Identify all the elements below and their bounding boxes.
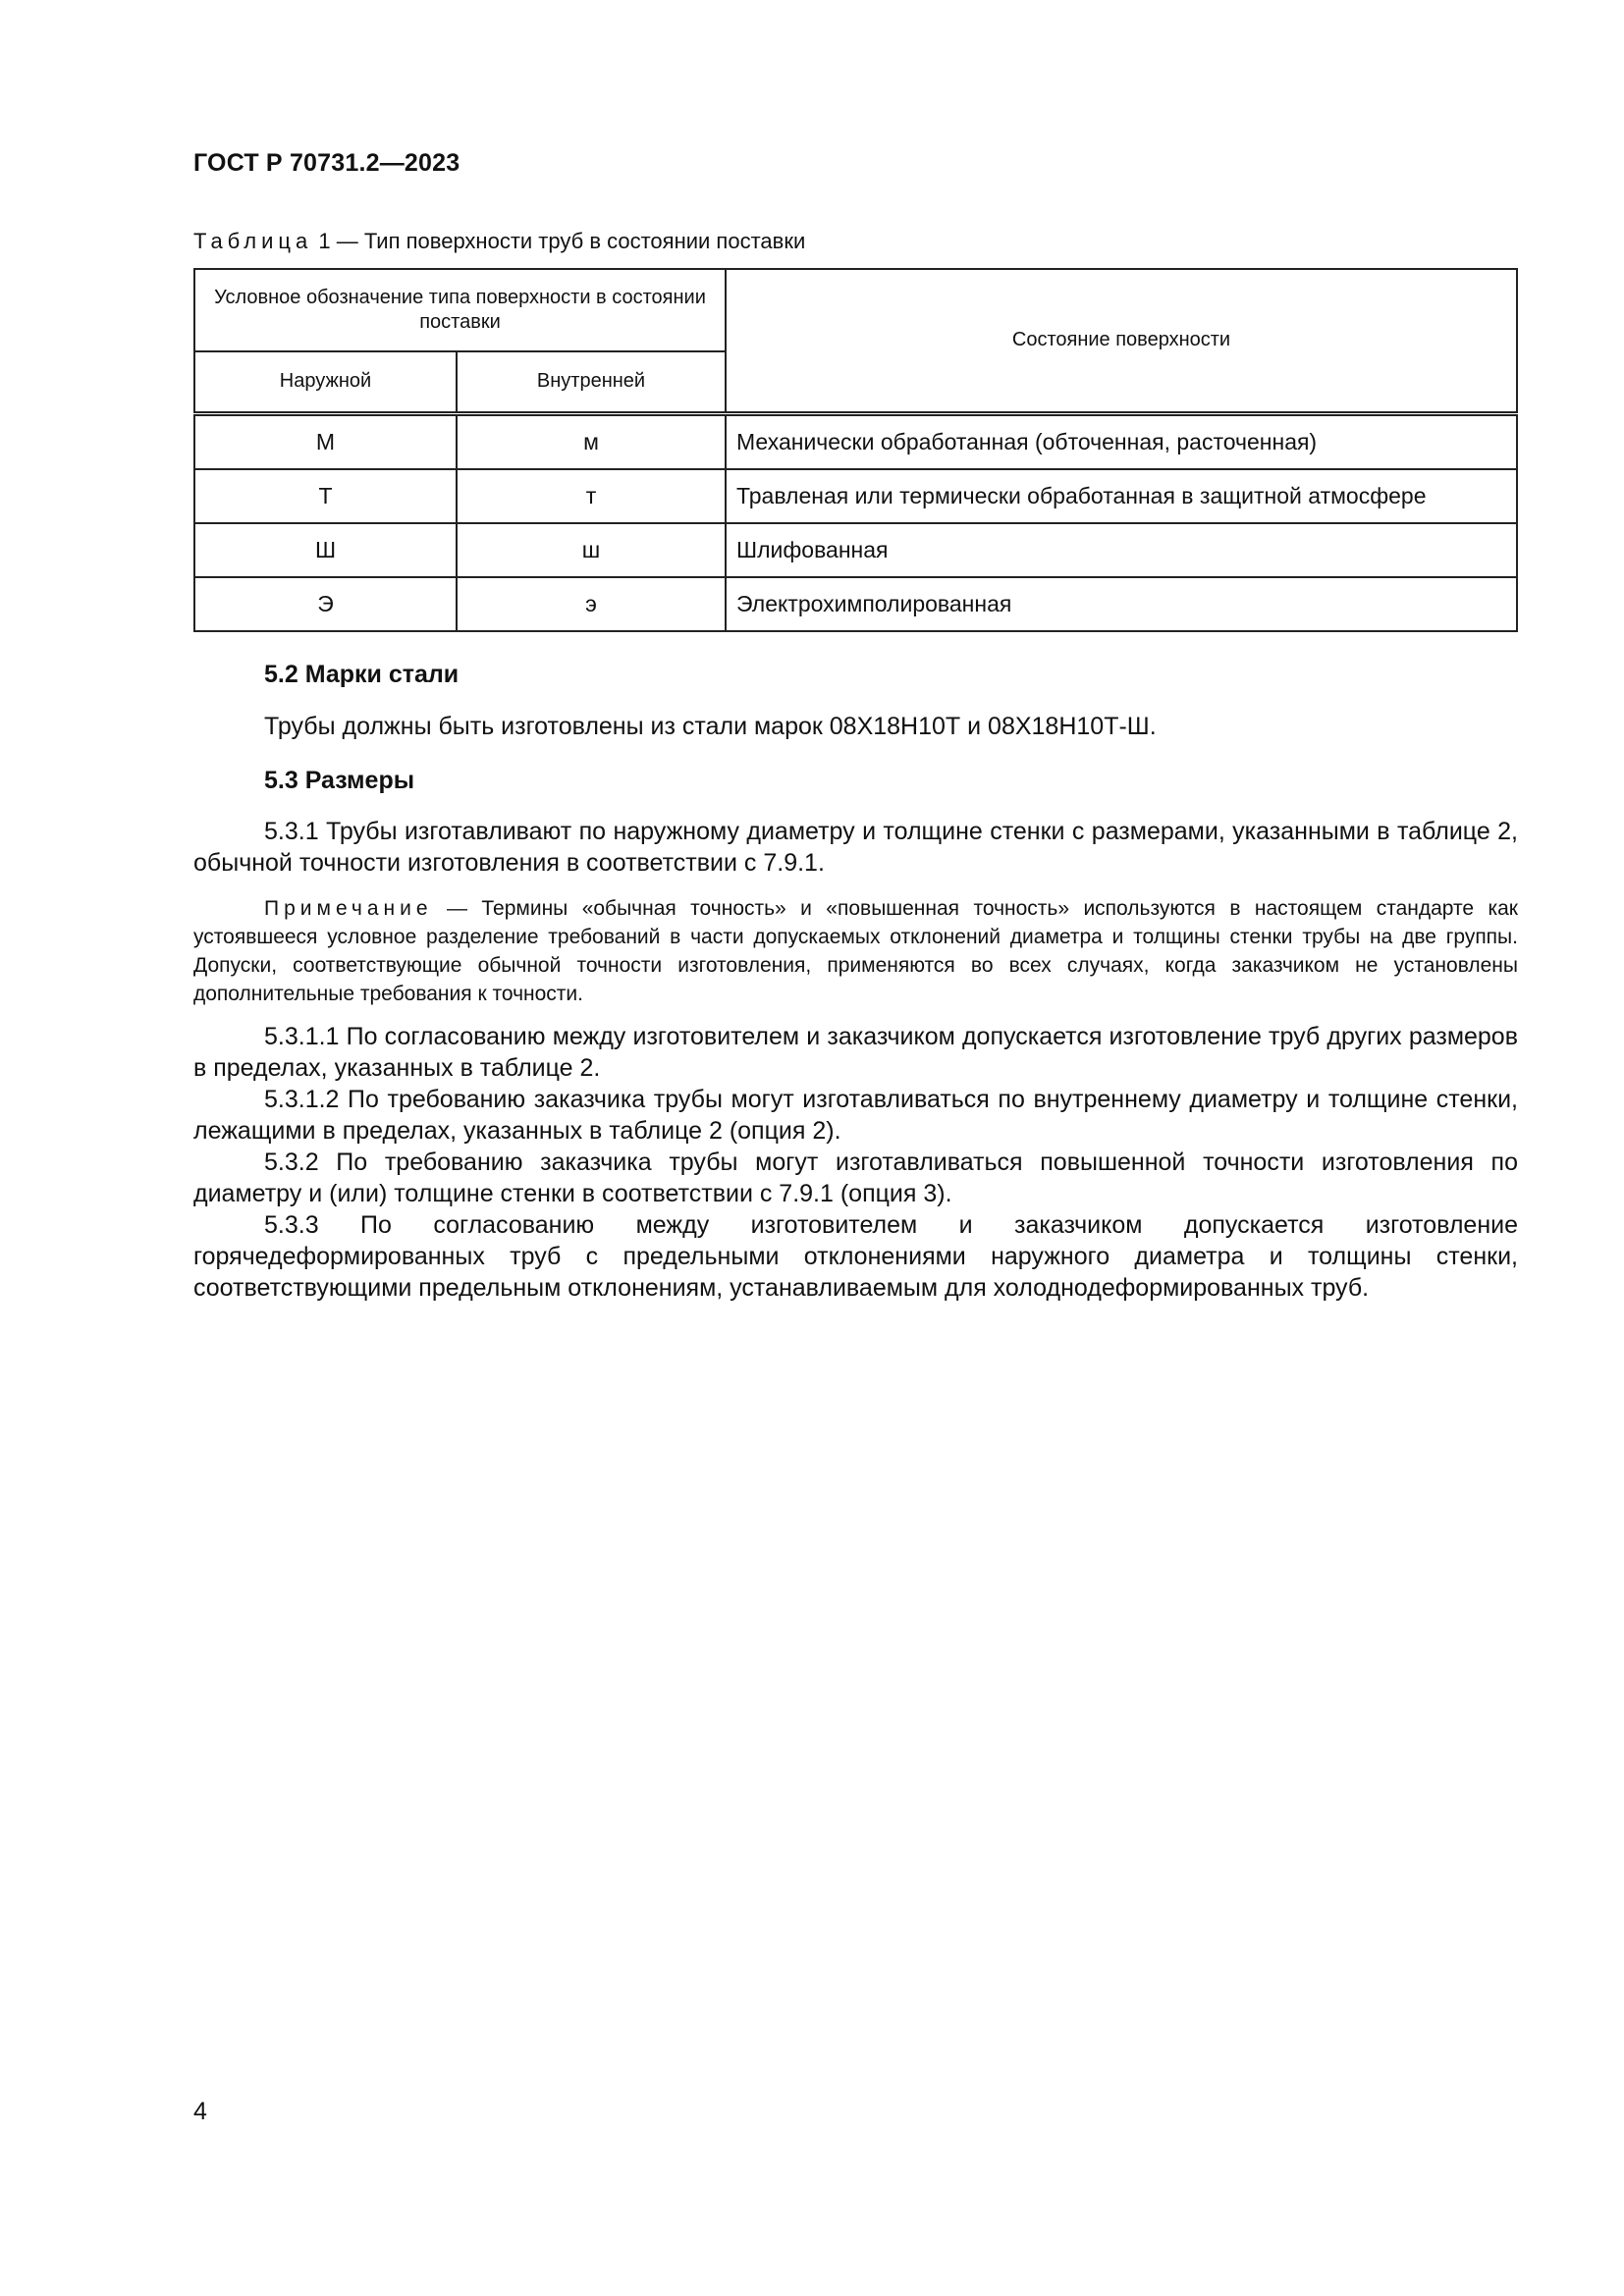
header-outer: Наружной <box>194 351 457 413</box>
header-surface-state: Состояние поверхности <box>726 269 1517 413</box>
cell-state: Травленая или термически обработанная в защитной атмосфере <box>726 469 1517 523</box>
paragraph: 5.3.1.2 По требованию заказчика трубы могут изготавливаться по внутреннему диаметру и толщине стенки, лежащими в пределах, указанных в таблице 2 (опция 2). <box>193 1086 1518 1145</box>
note-text: — Термины «обычная точность» и «повышенная точность» используются в настоящем стандарте как устоявшееся условное разделение требований в части допускаемых отклонений диаметра и толщины стенки трубы на две группы. Допуски, соответствующие обычной точности изготовления, применяются во всех случаях, когда заказчиком не установлены дополнительные требования к точности. <box>193 897 1518 1005</box>
note-label: Примечание <box>264 897 433 920</box>
paragraph: 5.3.1.1 По согласованию между изготовителем и заказчиком допускается изготовление труб других размеров в пределах, указанных в таблице 2. <box>193 1023 1518 1082</box>
cell-state: Механически обработанная (обточенная, расточенная) <box>726 413 1517 469</box>
cell-outer: М <box>194 413 457 469</box>
section-heading: 5.3 Размеры <box>264 767 415 794</box>
table-row <box>194 523 1517 577</box>
table-row <box>194 469 1517 523</box>
cell-outer: Ш <box>194 523 457 577</box>
cell-state: Электрохимполированная <box>726 577 1517 631</box>
paragraph: 5.3.3 По согласованию между изготовителем и заказчиком допускается изготовление горячедеформированных труб с предельными отклонениями наружного диаметра и толщины стенки, соответствующими предельным отклонениям, устанавливаемым для холоднодеформированных труб. <box>193 1211 1518 1302</box>
cell-inner: т <box>457 469 726 523</box>
cell-inner: ш <box>457 523 726 577</box>
document-header: ГОСТ Р 70731.2—2023 <box>193 149 460 177</box>
section-5-2 <box>193 659 1518 742</box>
section-5-3 <box>193 765 1518 1304</box>
surface-type-table <box>193 268 1518 632</box>
cell-state: Шлифованная <box>726 523 1517 577</box>
cell-outer: Э <box>194 577 457 631</box>
cell-inner: э <box>457 577 726 631</box>
table-row <box>194 413 1517 469</box>
header-inner: Внутренней <box>457 351 726 413</box>
table-caption <box>193 229 805 254</box>
paragraph: 5.3.1 Трубы изготавливают по наружному диаметру и толщине стенки с размерами, указанными в таблице 2, обычной точности изготовления в соответствии с 7.9.1. <box>193 818 1518 877</box>
table-caption-title: 1 — Тип поверхности труб в состоянии поставки <box>312 229 806 253</box>
paragraph: 5.3.2 По требованию заказчика трубы могут изготавливаться повышенной точности изготовления по диаметру и (или) толщине стенки в соответствии с 7.9.1 (опция 3). <box>193 1148 1518 1207</box>
note <box>193 894 1518 1008</box>
table-row <box>194 577 1517 631</box>
cell-outer: Т <box>194 469 457 523</box>
page-number: 4 <box>193 2098 207 2125</box>
header-designation: Условное обозначение типа поверхности в состоянии поставки <box>194 269 726 351</box>
section-heading: 5.2 Марки стали <box>264 661 460 688</box>
table-caption-label: Таблица <box>193 229 313 253</box>
cell-inner: м <box>457 413 726 469</box>
paragraph: Трубы должны быть изготовлены из стали марок 08Х18Н10Т и 08Х18Н10Т-Ш. <box>264 713 1157 740</box>
